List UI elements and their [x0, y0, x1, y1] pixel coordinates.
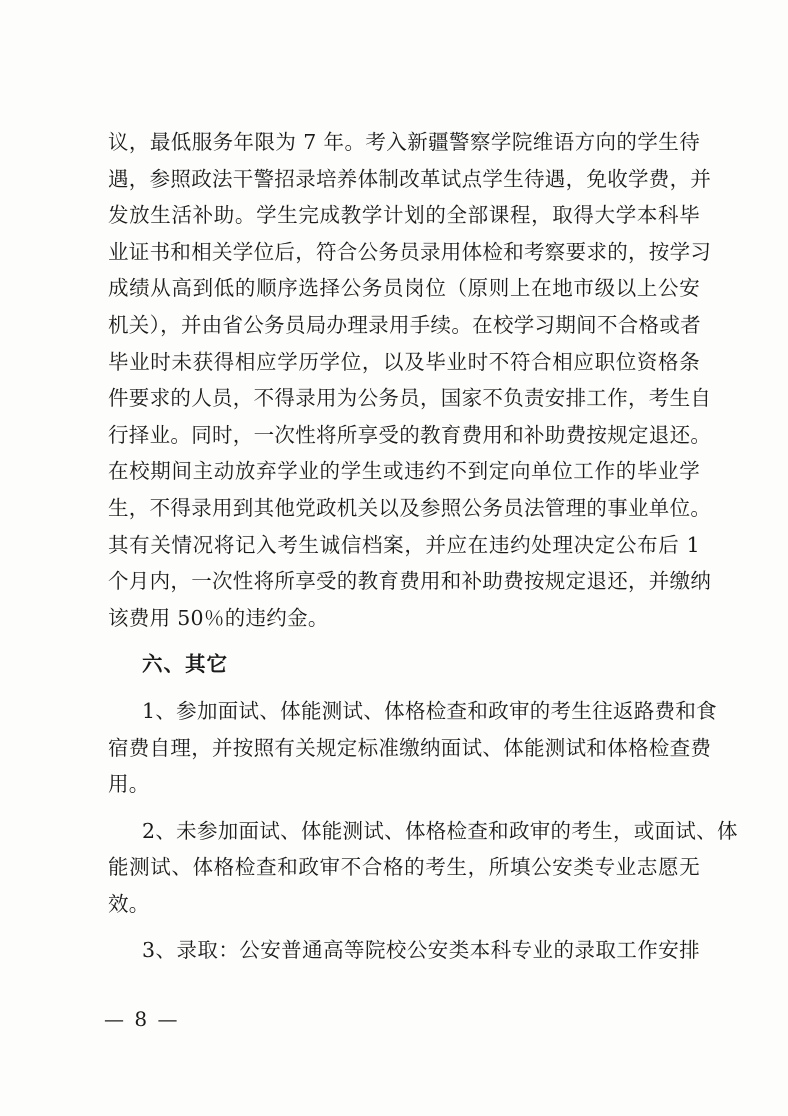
spacer — [108, 636, 700, 646]
paragraph-service-terms — [108, 124, 712, 636]
text-line: 议，最低服务年限为 7 年。考入新疆警察学院维语方向的学生待 — [108, 130, 700, 154]
text-line: 业证书和相关学位后，符合公务员录用体检和考察要求的，按学习 — [108, 239, 712, 264]
text-line: 1、参加面试、体能测试、体格检查和政审的考生往返路费和食 — [142, 698, 717, 723]
text-line: 遇，参照政法干警招录培养体制改革试点学生待遇，免收学费，并 — [108, 166, 712, 191]
text-line: 生，不得录用到其他党政机关以及参照公务员法管理的事业单位。 — [108, 495, 712, 520]
item-admission — [108, 932, 700, 969]
document-body — [108, 124, 738, 969]
text-line: 件要求的人员，不得录用为公务员，国家不负责安排工作，考生自 — [108, 386, 712, 411]
text-line: 该费用 50％的违约金。 — [108, 605, 329, 630]
spacer — [108, 683, 700, 693]
text-line: 用。 — [108, 772, 150, 797]
text-line: 效。 — [108, 891, 150, 916]
text-line: 行择业。同时，一次性将所享受的教育费用和补助费按规定退还。 — [108, 422, 712, 447]
text-line: 能测试、体格检查和政审不合格的考生，所填公安类专业志愿无 — [108, 855, 700, 880]
text-line: 在校期间主动放弃学业的学生或违约不到定向单位工作的毕业学 — [108, 459, 700, 484]
item-invalid-application — [108, 813, 738, 923]
text-line: 宿费自理，并按照有关规定标准缴纳面试、体能测试和体格检查费 — [108, 735, 712, 760]
text-line: 2、未参加面试、体能测试、体格检查和政审的考生，或面试、体 — [142, 818, 738, 843]
text-line: 其有关情况将记入考生诚信档案，并应在违约处理决定公布后 1 — [108, 532, 700, 557]
spacer — [108, 803, 700, 813]
item-travel-expenses — [108, 693, 717, 803]
text-line: 发放生活补助。学生完成教学计划的全部课程，取得大学本科毕 — [108, 203, 700, 228]
text-line: 毕业时未获得相应学历学位，以及毕业时不符合相应职位资格条 — [108, 349, 700, 374]
text-line: 机关），并由省公务员局办理录用手续。在校学习期间不合格或者 — [108, 312, 701, 337]
spacer — [108, 922, 700, 932]
text-line: 个月内，一次性将所享受的教育费用和补助费按规定退还，并缴纳 — [108, 569, 712, 594]
section-heading: 六、其它 — [142, 652, 228, 677]
page-number: — 8 — — [104, 1007, 180, 1031]
text-line: 成绩从高到低的顺序选择公务员岗位（原则上在地市级以上公安 — [108, 276, 700, 301]
text-line: 3、录取：公安普通高等院校公安类本科专业的录取工作安排 — [142, 938, 700, 963]
